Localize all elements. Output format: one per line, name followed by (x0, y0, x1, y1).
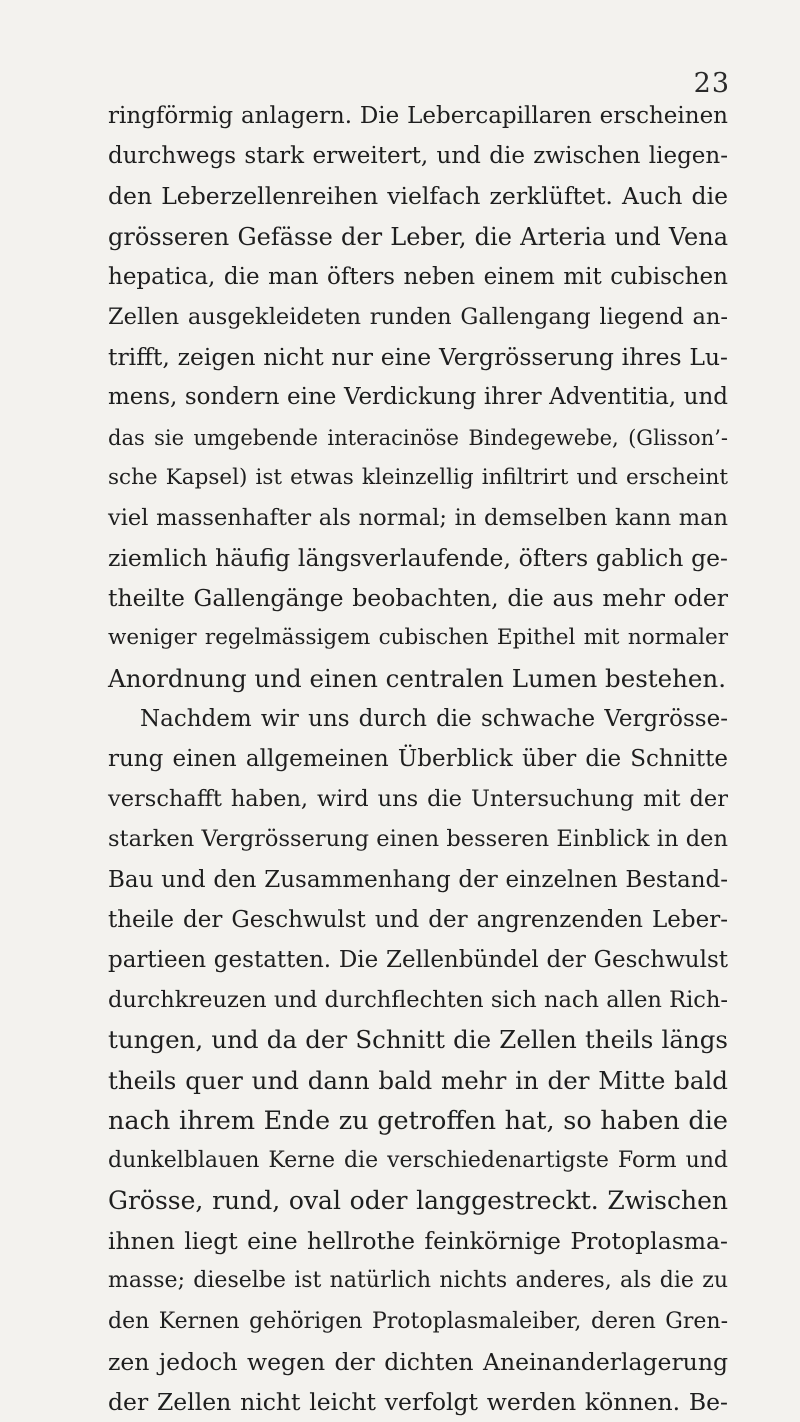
text-line: das sie umgebende interacinöse Bindegewebe, (Glisson’- (108, 425, 728, 450)
text-line: zen jedoch wegen der dichten Aneinanderlagerung (108, 1347, 728, 1376)
text-line: nach ihrem Ende zu getroffen hat, so haben die (108, 1105, 728, 1136)
text-line: starken Vergrösserung einen besseren Einblick in den (108, 826, 728, 853)
text-line: weniger regelmässigem cubischen Epithel mit normaler (108, 625, 728, 651)
text-line: sche Kapsel) ist etwas kleinzellig infiltrirt und erscheint (108, 464, 728, 490)
text-line: Grösse, rund, oval oder langgestreckt. Zwischen (108, 1186, 728, 1216)
text-line: theile der Geschwulst und der angrenzenden Leber- (108, 906, 728, 933)
text-line: partieen gestatten. Die Zellenbündel der Geschwulst (108, 946, 728, 973)
text-line: den Kernen gehörigen Protoplasmaleiber, deren Gren- (108, 1308, 728, 1334)
text-line: viel massenhafter als normal; in demselben kann man (108, 504, 728, 531)
text-line: verschafft haben, wird uns die Untersuchung mit der (108, 786, 728, 813)
text-line: masse; dieselbe ist natürlich nichts anderes, als die zu (108, 1268, 728, 1294)
text-line: der Zellen nicht leicht verfolgt werden können. Be- (108, 1388, 728, 1416)
body-text (108, 96, 728, 1422)
text-line: ihnen liegt eine hellrothe feinkörnige Protoplasma- (108, 1227, 728, 1256)
text-line: Zellen ausgekleideten runden Gallengang liegend an- (108, 303, 728, 330)
text-line: Bau und den Zusammenhang der einzelnen Bestand- (108, 866, 728, 893)
text-line: hepatica, die man öfters neben einem mit cubischen (108, 263, 728, 290)
text-line: theils quer und dann bald mehr in der Mitte bald (108, 1065, 728, 1095)
text-line: mens, sondern eine Verdickung ihrer Adventitia, und (108, 384, 728, 411)
text-line: durchwegs stark erweitert, und die zwischen liegen- (108, 143, 728, 170)
text-line: trifft, zeigen nicht nur eine Vergrösserung ihres Lu- (108, 343, 728, 372)
text-line: den Leberzellenreihen vielfach zerklüftet. Auch die (108, 182, 728, 211)
text-line: theilte Gallengänge beobachten, die aus mehr oder (108, 584, 728, 613)
text-line: Anordnung und einen centralen Lumen bestehen. (108, 663, 726, 693)
text-line: dunkelblauen Kerne die verschiedenartigste Form und (108, 1147, 728, 1173)
text-line: tungen, und da der Schnitt die Zellen theils längs (108, 1025, 728, 1055)
text-line: durchkreuzen und durchflechten sich nach allen Rich- (108, 987, 728, 1014)
text-line: ringförmig anlagern. Die Lebercapillaren erscheinen (108, 103, 728, 129)
text-line: ziemlich häufig längsverlaufende, öfters gablich ge- (108, 544, 728, 573)
page-number: 23 (693, 68, 730, 99)
text-line: grösseren Gefässe der Leber, die Arteria und Vena (108, 222, 728, 251)
text-line: rung einen allgemeinen Überblick über die Schnitte (108, 746, 728, 772)
text-line: Nachdem wir uns durch die schwache Vergrösse- (140, 705, 728, 732)
